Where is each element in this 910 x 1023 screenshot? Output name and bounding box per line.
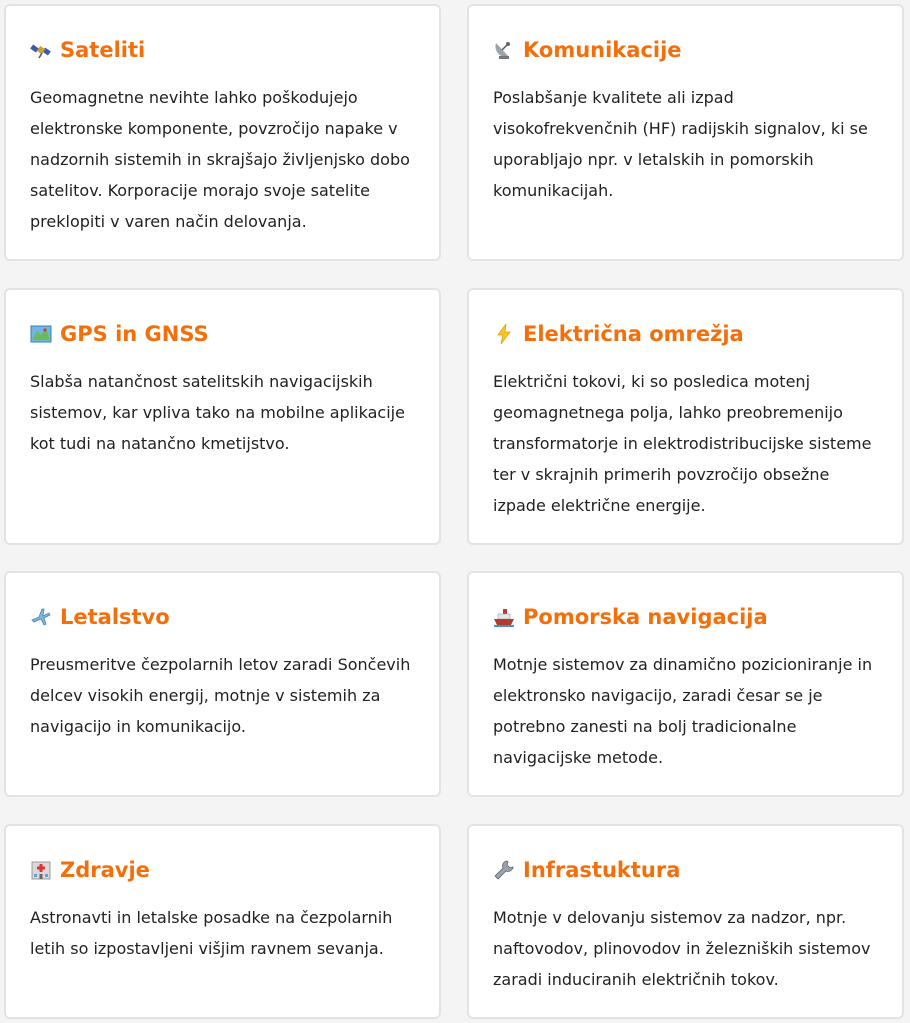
card-text: Astronavti in letalske posadke na čezpolarnih letih so izpostavljeni višjim ravnem sevanja.: [30, 908, 393, 958]
card-title-text: Električna omrežja: [523, 322, 744, 346]
card-title: [30, 856, 415, 884]
card-elektricna-omrezja: [467, 288, 904, 545]
card-title: [493, 603, 878, 631]
satellite-antenna-icon: [493, 39, 515, 61]
card-text: Električni tokovi, ki so posledica motenj geomagnetnega polja, lahko preobremenijo transformatorje in elektrodistribucijske sisteme ter v skrajnih primerih povzročijo obsežne izpade električne energije.: [493, 372, 872, 515]
card-title-text: Infrastuktura: [523, 858, 681, 882]
map-icon: [30, 323, 52, 345]
card-sateliti: [4, 4, 441, 261]
card-zdravje: [4, 824, 441, 1019]
card-text: Preusmeritve čezpolarnih letov zaradi Sončevih delcev visokih energij, motnje v sistemih za navigacijo in komunikacijo.: [30, 655, 411, 736]
ship-icon: [493, 606, 515, 628]
card-title-text: Letalstvo: [60, 605, 170, 629]
card-text: Motnje sistemov za dinamično pozicioniranje in elektronsko navigacijo, zaradi česar se je potrebno zanesti na bolj tradicionalne navigacijske metode.: [493, 655, 873, 767]
card-infrastuktura: [467, 824, 904, 1019]
card-title-text: GPS in GNSS: [60, 322, 209, 346]
wrench-icon: [493, 859, 515, 881]
card-title-text: Komunikacije: [523, 38, 682, 62]
card-text: Motnje v delovanju sistemov za nadzor, npr. naftovodov, plinovodov in železniških sistemov zaradi induciranih električnih tokov.: [493, 908, 871, 989]
card-pomorska-navigacija: [467, 571, 904, 797]
hospital-icon: [30, 859, 52, 881]
card-title: [493, 856, 878, 884]
lightning-icon: [493, 323, 515, 345]
card-title-text: Zdravje: [60, 858, 150, 882]
card-title: [30, 603, 415, 631]
satellite-icon: [30, 39, 52, 61]
card-text: Geomagnetne nevihte lahko poškodujejo elektronske komponente, povzročijo napake v nadzornih sistemih in skrajšajo življenjsko dobo satelitov. Korporacije morajo svoje satelite preklopiti v varen način delovanja.: [30, 88, 410, 231]
card-text: Poslabšanje kvalitete ali izpad visokofrekvenčnih (HF) radijskih signalov, ki se uporabljajo npr. v letalskih in pomorskih komunikacijah.: [493, 88, 868, 200]
card-title-text: Pomorska navigacija: [523, 605, 768, 629]
card-komunikacije: [467, 4, 904, 261]
card-title: [30, 320, 415, 348]
airplane-icon: [30, 606, 52, 628]
card-title: [493, 36, 878, 64]
card-title-text: Sateliti: [60, 38, 146, 62]
card-text: Slabša natančnost satelitskih navigacijskih sistemov, kar vpliva tako na mobilne aplikacije kot tudi na natančno kmetijstvo.: [30, 372, 405, 453]
card-gps: [4, 288, 441, 545]
card-letalstvo: [4, 571, 441, 797]
card-title: [30, 36, 415, 64]
card-title: [493, 320, 878, 348]
